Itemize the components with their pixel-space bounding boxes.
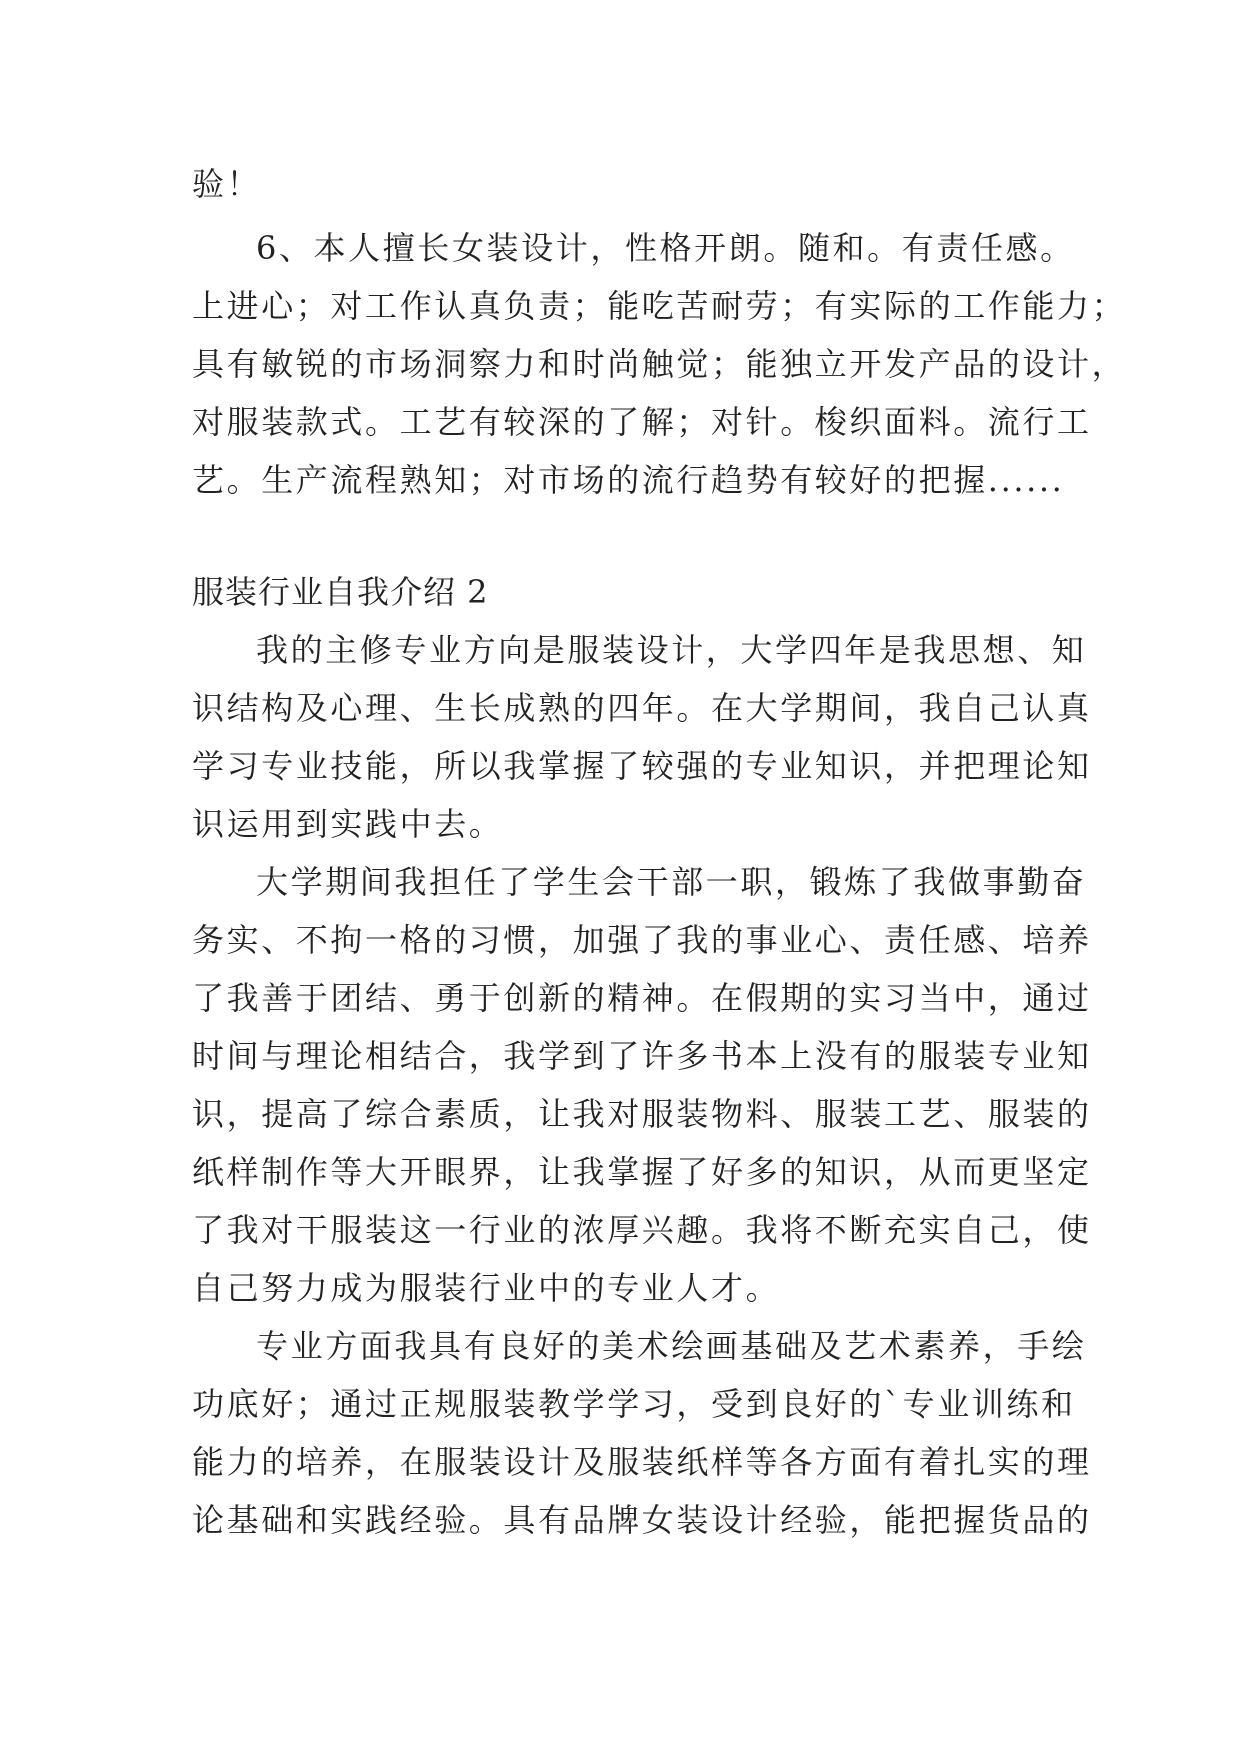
text-line: 验！	[192, 165, 262, 203]
text-line: 能力的培养，在服装设计及服装纸样等各方面有着扎实的理	[192, 1443, 1092, 1481]
text-line: 专业方面我具有良好的美术绘画基础及艺术素养，手绘	[256, 1327, 1087, 1365]
text-line: 6、本人擅长女装设计，性格开朗。随和。有责任感。	[256, 229, 1075, 267]
text-line: 识运用到实践中去。	[192, 805, 504, 843]
text-line: 艺。生产流程熟知；对市场的流行趋势有较好的把握......	[192, 461, 1065, 499]
text-line: 识结构及心理、生长成熟的四年。在大学期间，我自己认真	[192, 689, 1092, 727]
text-line: 了我善于团结、勇于创新的精神。在假期的实习当中，通过	[192, 979, 1092, 1017]
text-line: 时间与理论相结合，我学到了许多书本上没有的服装专业知	[192, 1037, 1092, 1075]
text-line: 务实、不拘一格的习惯，加强了我的事业心、责任感、培养	[192, 921, 1092, 959]
text-line: 对服装款式。工艺有较深的了解；对针。梭织面料。流行工	[192, 403, 1092, 441]
text-line: 识，提高了综合素质，让我对服装物料、服装工艺、服装的	[192, 1095, 1092, 1133]
text-line: 纸样制作等大开眼界，让我掌握了好多的知识，从而更坚定	[192, 1153, 1092, 1191]
text-line: 具有敏锐的市场洞察力和时尚触觉；能独立开发产品的设计，	[192, 345, 1127, 383]
text-line: 我的主修专业方向是服装设计，大学四年是我思想、知	[256, 631, 1087, 669]
text-line: 了我对干服装这一行业的浓厚兴趣。我将不断充实自己，使	[192, 1211, 1092, 1249]
text-line: 上进心；对工作认真负责；能吃苦耐劳；有实际的工作能力；	[192, 287, 1127, 325]
section-heading: 服装行业自我介绍 2	[192, 573, 489, 611]
text-line: 论基础和实践经验。具有品牌女装设计经验，能把握货品的	[192, 1501, 1092, 1539]
text-line: 大学期间我担任了学生会干部一职，锻炼了我做事勤奋	[256, 863, 1087, 901]
text-line: 自己努力成为服装行业中的专业人才。	[192, 1269, 781, 1307]
text-line: 学习专业技能，所以我掌握了较强的专业知识，并把理论知	[192, 747, 1092, 785]
text-line: 功底好；通过正规服装教学学习，受到良好的`专业训练和	[192, 1385, 1076, 1423]
